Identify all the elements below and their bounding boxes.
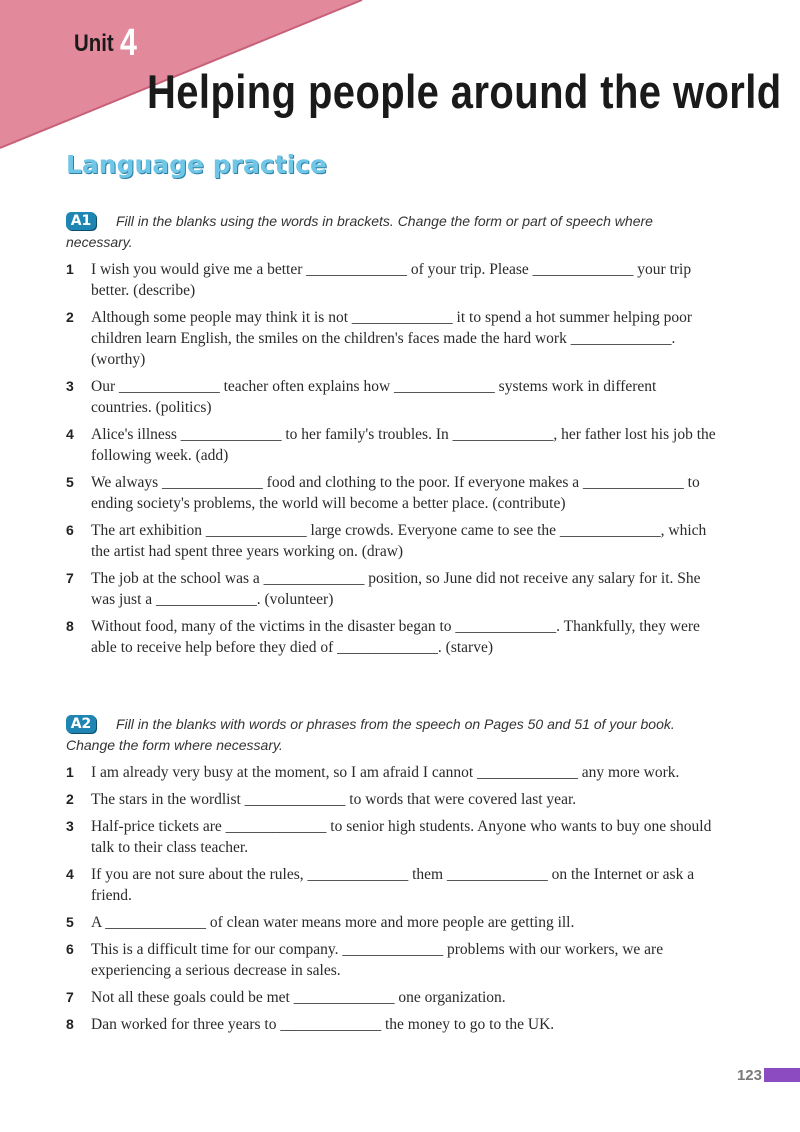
- section-title: Language practice: [66, 150, 327, 179]
- exercise-a2: [66, 714, 716, 1035]
- exercise-item: [66, 424, 716, 466]
- item-text: I wish you would give me a better _____________ of your trip. Please _____________ your trip better. (describe): [91, 261, 692, 299]
- item-number: 6: [66, 522, 74, 538]
- exercise-item: [66, 376, 716, 418]
- item-text: The job at the school was a _____________ position, so June did not receive any salary for it. She was just a _____________. (volunteer): [91, 570, 701, 608]
- item-text: Half-price tickets are _____________ to senior high students. Anyone who wants to buy one should talk to their class teacher.: [91, 818, 712, 856]
- exercise-item: [66, 912, 716, 933]
- item-text: If you are not sure about the rules, _____________ them _____________ on the Internet or ask a friend.: [91, 866, 695, 904]
- exercise-item: [66, 520, 716, 562]
- item-number: 2: [66, 791, 74, 807]
- item-text: Dan worked for three years to _____________ the money to go to the UK.: [91, 1016, 555, 1033]
- unit-label: Unit: [74, 30, 114, 57]
- item-number: 7: [66, 570, 74, 586]
- item-text: Without food, many of the victims in the disaster began to _____________. Thankfully, they were able to receive help before they died of _____________. (starve): [91, 618, 700, 656]
- item-number: 2: [66, 309, 74, 325]
- exercise-item: [66, 864, 716, 906]
- exercise-item: [66, 939, 716, 981]
- exercise-item: [66, 616, 716, 658]
- exercise-item: [66, 307, 716, 370]
- exercise-item: [66, 816, 716, 858]
- exercise-item: [66, 568, 716, 610]
- item-number: 3: [66, 378, 74, 394]
- item-text: The stars in the wordlist _____________ to words that were covered last year.: [91, 791, 577, 808]
- item-number: 5: [66, 474, 74, 490]
- exercise-item: [66, 1014, 716, 1035]
- exercise-item: [66, 762, 716, 783]
- exercise-a1: [66, 211, 716, 658]
- exercise-item: [66, 987, 716, 1008]
- item-text: A _____________ of clean water means more and more people are getting ill.: [91, 914, 575, 931]
- item-number: 1: [66, 764, 74, 780]
- item-text: Our _____________ teacher often explains how _____________ systems work in different countries. (politics): [91, 378, 657, 416]
- page-number: 123: [736, 1067, 762, 1084]
- unit-number: 4: [120, 22, 137, 64]
- item-text: We always _____________ food and clothing to the poor. If everyone makes a _____________ to ending society's problems, the world will become a better place. (contribute): [91, 474, 700, 512]
- exercise-a2-instruction: Fill in the blanks with words or phrases from the speech on Pages 50 and 51 of your book. Change the form where necessary.: [66, 716, 675, 753]
- page-title: Helping people around the world: [147, 65, 782, 118]
- item-number: 6: [66, 941, 74, 957]
- item-number: 8: [66, 618, 74, 634]
- exercise-a1-badge: A1: [66, 212, 96, 230]
- item-number: 4: [66, 866, 74, 882]
- item-text: I am already very busy at the moment, so I am afraid I cannot _____________ any more work.: [91, 764, 680, 781]
- item-number: 7: [66, 989, 74, 1005]
- item-number: 4: [66, 426, 74, 442]
- exercise-a1-instruction: Fill in the blanks using the words in brackets. Change the form or part of speech where necessary.: [66, 213, 653, 250]
- item-number: 8: [66, 1016, 74, 1032]
- item-text: The art exhibition _____________ large crowds. Everyone came to see the _____________, which the artist had spent three years working on. (draw): [91, 522, 707, 560]
- item-text: This is a difficult time for our company. _____________ problems with our workers, we are experiencing a serious decrease in sales.: [91, 941, 664, 979]
- exercise-item: [66, 789, 716, 810]
- exercise-a2-badge: A2: [66, 715, 96, 733]
- exercise-item: [66, 259, 716, 301]
- item-text: Alice's illness _____________ to her family's troubles. In _____________, her father lost his job the following week. (add): [91, 426, 716, 464]
- item-text: Not all these goals could be met _____________ one organization.: [91, 989, 506, 1006]
- item-number: 3: [66, 818, 74, 834]
- exercise-a1-instruction-block: [66, 211, 716, 253]
- item-number: 5: [66, 914, 74, 930]
- exercise-item: [66, 472, 716, 514]
- page-tab: [764, 1068, 800, 1082]
- item-number: 1: [66, 261, 74, 277]
- exercise-a2-instruction-block: [66, 714, 716, 756]
- item-text: Although some people may think it is not _____________ it to spend a hot summer helping poor children learn English, the smiles on the children's faces made the hard work _____________. (worthy): [91, 309, 693, 368]
